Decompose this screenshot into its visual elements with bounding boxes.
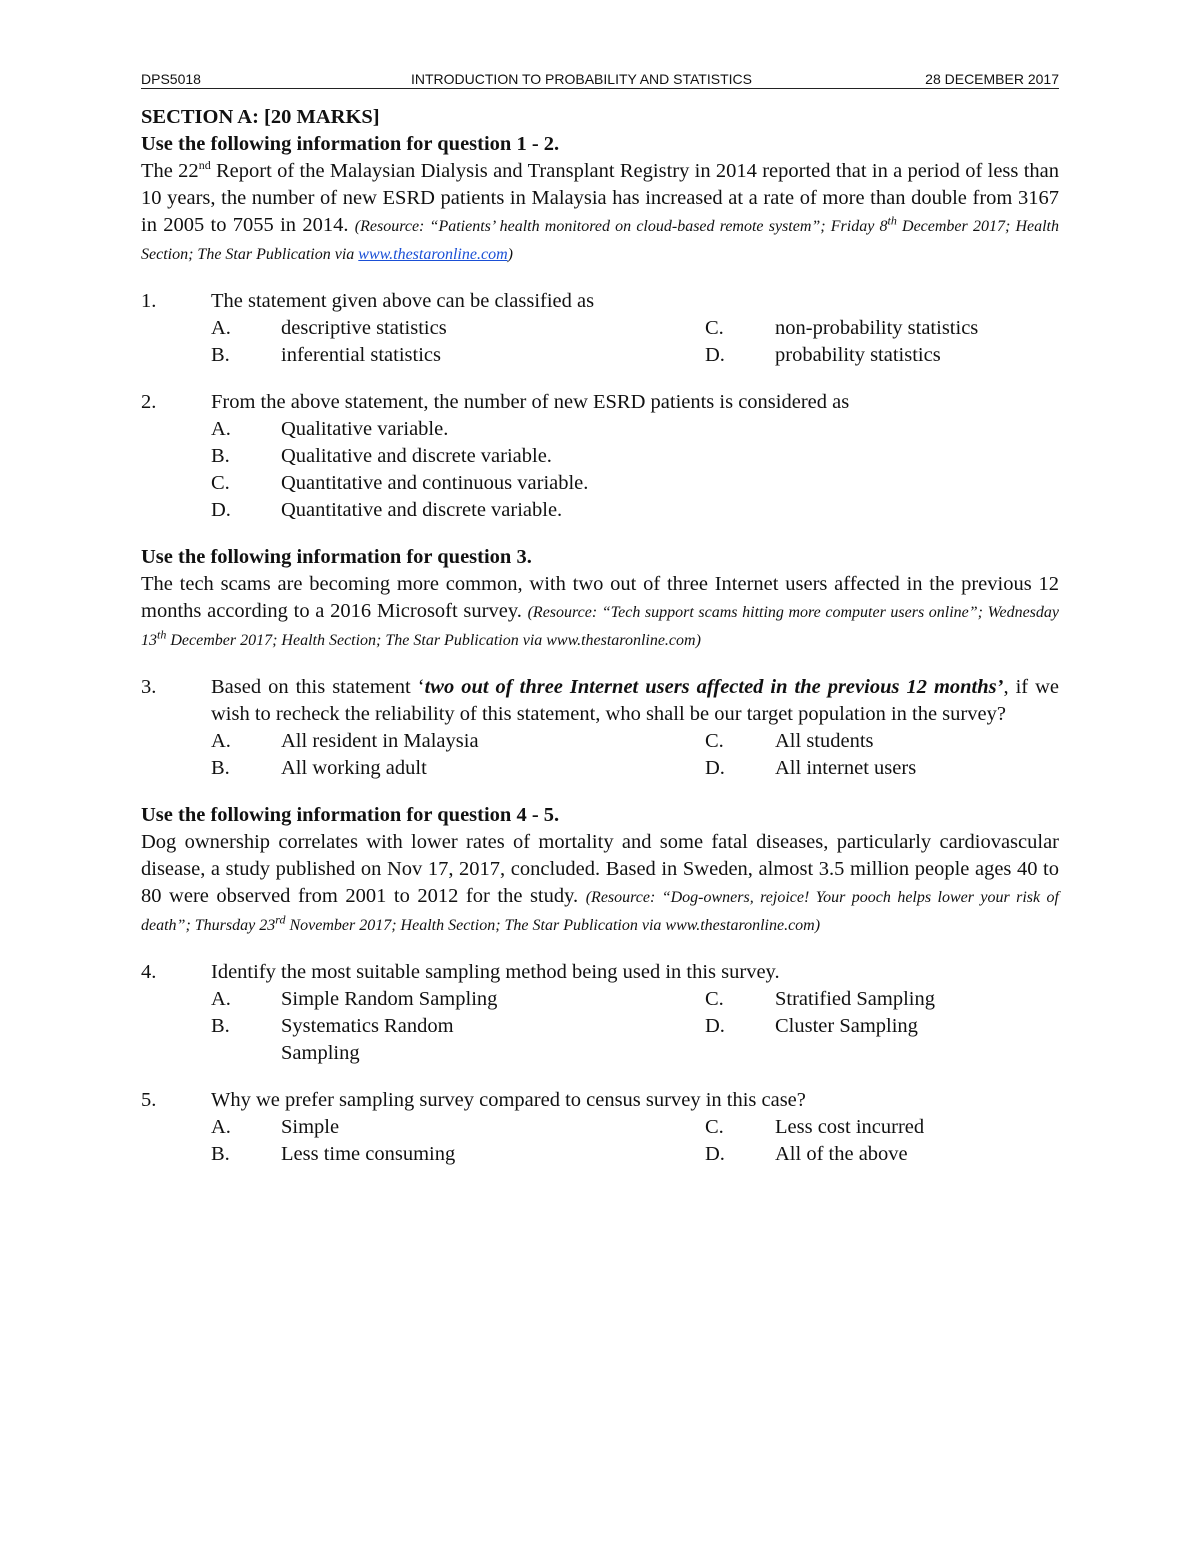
info-heading-1: Use the following information for question 1 - 2. <box>141 133 560 155</box>
option-letter: B. <box>211 757 230 779</box>
option-text: Cluster Sampling <box>775 1015 918 1037</box>
exam-date: 28 DECEMBER 2017 <box>925 71 1059 87</box>
question-number: 2. <box>141 391 157 413</box>
question-text: Identify the most suitable sampling method being used in this survey. <box>211 961 780 983</box>
option-letter: A. <box>211 988 231 1010</box>
option-text: Simple Random Sampling <box>281 988 498 1010</box>
info-heading-2: Use the following information for question 3. <box>141 546 532 568</box>
question-2 <box>141 389 1059 524</box>
question-text: The statement given above can be classified as <box>211 290 595 312</box>
info-heading-3: Use the following information for question 4 - 5. <box>141 804 560 826</box>
info-paragraph-2: The tech scams are becoming more common, with two out of three Internet users affected in the previous 12 months according to a 2016 Microsoft survey. (Resource: “Tech support scams hitting more computer users online”; Wednesday 13th December 2017; Health Section; The Star Publication via www.thestaronline.com) <box>141 573 1059 649</box>
resource-citation-3: (Resource: “Dog-owners, rejoice! Your pooch helps lower your risk of death”; Thursday 23rd November 2017; Health Section; The Star Publication via www.thestaronline.com) <box>141 889 1059 934</box>
option-letter: D. <box>705 757 725 779</box>
options <box>211 728 1059 782</box>
options <box>211 416 1059 524</box>
option-text: Simple <box>281 1116 340 1138</box>
question-number: 1. <box>141 290 157 312</box>
options <box>211 315 1059 369</box>
option-text: Systematics Random Sampling <box>281 1015 454 1064</box>
question-text: Why we prefer sampling survey compared to census survey in this case? <box>211 1089 806 1111</box>
resource-citation-1: (Resource: “Patients’ health monitored on cloud-based remote system”; Friday 8th December 2017; Health Section; The Star Publication via www.thestaronline.com) <box>141 213 1059 263</box>
question-text: Based on this statement ‘two out of three Internet users affected in the previous 12 months’, if we wish to recheck the reliability of this statement, who shall be our target population in the survey? <box>211 676 1059 725</box>
option-letter: A. <box>211 317 231 339</box>
option-text: descriptive statistics <box>281 317 447 339</box>
option-letter: A. <box>211 418 231 440</box>
option-letter: C. <box>705 317 724 339</box>
option-letter: D. <box>705 1143 725 1165</box>
option-letter: B. <box>211 445 230 467</box>
info-paragraph-3: Dog ownership correlates with lower rates of mortality and some fatal diseases, particularly cardiovascular disease, a study published on Nov 17, 2017, concluded. Based in Sweden, almost 3.5 million people ages 40 to 80 were observed from 2001 to 2012 for the study. (Resource: “Dog-owners, rejoice! Your pooch helps lower your risk of death”; Thursday 23rd November 2017; Health Section; The Star Publication via www.thestaronline.com) <box>141 831 1059 934</box>
options <box>211 1114 1059 1168</box>
option-text: Quantitative and continuous variable. <box>281 472 589 494</box>
question-number: 3. <box>141 676 157 698</box>
option-text: non-probability statistics <box>775 317 979 339</box>
page-header <box>141 70 1059 89</box>
option-letter: C. <box>705 1116 724 1138</box>
option-letter: D. <box>705 1015 725 1037</box>
options <box>211 986 1059 1067</box>
option-text: Less cost incurred <box>775 1116 925 1138</box>
question-number: 5. <box>141 1089 157 1111</box>
option-text: probability statistics <box>775 344 941 366</box>
option-text: All working adult <box>281 757 427 779</box>
question-4 <box>141 959 1059 1067</box>
info-paragraph-1: The 22nd Report of the Malaysian Dialysis and Transplant Registry in 2014 reported that in a period of less than 10 years, the number of new ESRD patients in Malaysia has increased at a rate of more than double from 3167 in 2005 to 7055 in 2014. (Resource: “Patients’ health monitored on cloud-based remote system”; Friday 8th December 2017; Health Section; The Star Publication via www.thestaronline.com) <box>141 158 1059 263</box>
option-letter: D. <box>211 499 231 521</box>
option-letter: A. <box>211 730 231 752</box>
question-text: From the above statement, the number of new ESRD patients is considered as <box>211 391 850 413</box>
question-1 <box>141 288 1059 369</box>
option-letter: B. <box>211 344 230 366</box>
option-letter: D. <box>705 344 725 366</box>
option-letter: B. <box>211 1143 230 1165</box>
source-link[interactable]: www.thestaronline.com <box>358 246 508 263</box>
option-text: Quantitative and discrete variable. <box>281 499 563 521</box>
course-code: DPS5018 <box>141 71 201 87</box>
section-title: SECTION A: [20 MARKS] <box>141 106 380 128</box>
option-text: Qualitative and discrete variable. <box>281 445 552 467</box>
option-text: All internet users <box>775 757 917 779</box>
resource-citation-2: (Resource: “Tech support scams hitting more computer users online”; Wednesday 13th December 2017; Health Section; The Star Publication via www.thestaronline.com) <box>141 604 1059 649</box>
option-letter: C. <box>705 988 724 1010</box>
option-text: All resident in Malaysia <box>281 730 479 752</box>
option-text: All of the above <box>775 1143 908 1165</box>
option-text: Less time consuming <box>281 1143 456 1165</box>
option-letter: C. <box>705 730 724 752</box>
question-3 <box>141 674 1059 782</box>
section-a <box>141 104 1059 1168</box>
option-letter: C. <box>211 472 230 494</box>
option-letter: B. <box>211 1015 230 1037</box>
course-title: INTRODUCTION TO PROBABILITY AND STATISTICS <box>411 71 752 87</box>
option-text: Qualitative variable. <box>281 418 449 440</box>
question-number: 4. <box>141 961 157 983</box>
option-text: inferential statistics <box>281 344 441 366</box>
question-5 <box>141 1087 1059 1168</box>
option-letter: A. <box>211 1116 231 1138</box>
option-text: All students <box>775 730 874 752</box>
option-text: Stratified Sampling <box>775 988 935 1010</box>
